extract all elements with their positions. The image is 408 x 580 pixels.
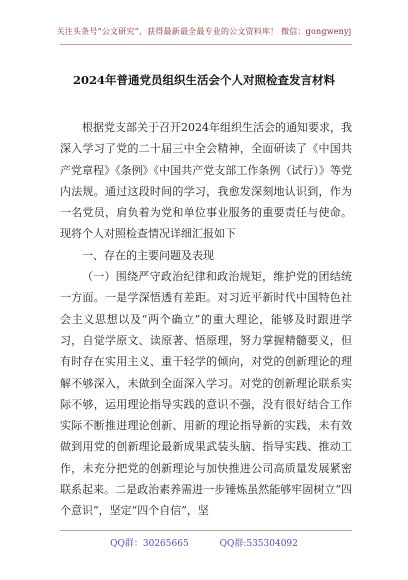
footer xyxy=(0,536,408,549)
footer-divider xyxy=(60,530,352,531)
footer-qq-group-1: QQ群：30265665 xyxy=(110,539,189,549)
footer-qq-group-2: QQ群:535304092 xyxy=(219,539,298,549)
section-heading: 一、存在的主要问题及表现 xyxy=(82,248,214,262)
paragraph-intro: 根据党支部关于召开2024年组织生活会的通知要求，我深入学习了党的二十届三中全会精神，全面研读了《中国共产党章程》《条例》《中国共产党支部工作条例（试行）》等党内法规。通过这段时间的学习，我愈发深刻地认识到，作为一名党员，肩负着为党和单位事业服务的重要责任与使命。现将个人对照检查情况详细汇报如下 xyxy=(60,121,352,241)
document-title: 2024年普通党员组织生活会个人对照检查发言材料 xyxy=(72,73,335,87)
paragraph-section-1: （一）围绕严守政治纪律和政治规矩，维护党的团结统一方面。一是学深悟透有差距。对习近平新时代中国特色社会主义思想以及“两个确立”的重大理论，能够及时跟进学习，自觉学原文、读原著、悟原理，努力掌握精髓要义，但有时存在实用主义、重干轻学的倾向，对党的创新理论的理解不够深入，未做到全面深入学习。对党的创新理论联系实际不够，运用理论指导实践的意识不强，没有很好结合工作实际不断推进理论创新、用新的理论指导新的实践，未有效做到用党的创新理论最新成果武装头脑、指导实践、推动工作，未充分把党的创新理论与加快推进公司高质量发展紧密联系起来。二是政治素养需进一步锤炼虽然能够牢固树立“四个意识”，坚定“四个自信”，坚 xyxy=(60,270,352,518)
document-body xyxy=(60,117,352,522)
header-divider xyxy=(60,44,352,45)
header-banner: 关注头条号“公文研究”，获得最新最全最专业的公文资料库！ 微信：gongwenyj xyxy=(56,27,352,36)
